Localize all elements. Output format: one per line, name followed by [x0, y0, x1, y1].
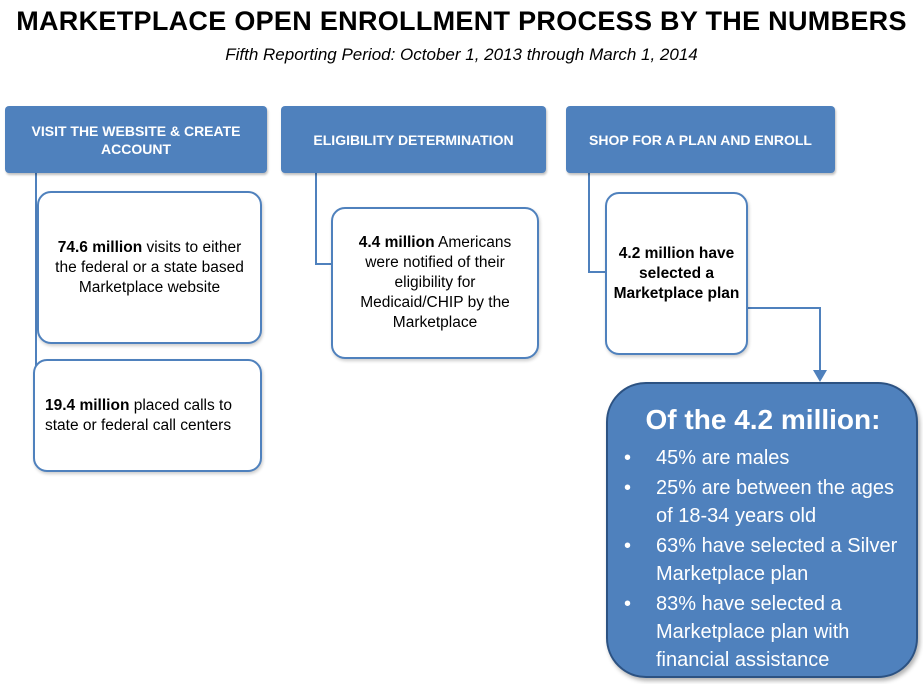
- header-shop-enroll-label: SHOP FOR A PLAN AND ENROLL: [589, 131, 812, 148]
- eligibility-value: 4.4 million: [358, 234, 435, 251]
- website-visits-value: 74.6 million: [57, 238, 143, 256]
- summary-item-text: 45% are males: [656, 447, 790, 469]
- summary-item: [624, 590, 902, 674]
- box-eligibility: [331, 207, 539, 359]
- call-center-value: 19.4 million: [45, 396, 130, 414]
- page-title: MARKETPLACE OPEN ENROLLMENT PROCESS BY THE NUMBERS: [16, 6, 907, 36]
- bullet-icon: •: [624, 593, 632, 615]
- connector-eligibility: [316, 173, 332, 264]
- summary-item-text: 83% have selected a Marketplace plan with financial assistance: [656, 593, 850, 671]
- box-website-visits: [37, 191, 262, 344]
- header-visit-website-label: VISIT THE WEBSITE & CREATE ACCOUNT: [31, 122, 241, 157]
- connector-plan-to-summary: [747, 308, 820, 372]
- summary-title: Of the 4.2 million:: [645, 404, 881, 435]
- website-visits-text: visits to either the federal or a state based Marketplace website: [55, 238, 244, 296]
- summary-item: [624, 474, 902, 530]
- box-plan-selected: [605, 192, 748, 355]
- summary-box: [606, 382, 918, 678]
- header-eligibility: [281, 106, 546, 173]
- plan-selected-value: 4.2 million have selected a Marketplace plan: [613, 244, 740, 302]
- summary-item: [624, 444, 902, 472]
- call-center-text: placed calls to state or federal call centers: [45, 396, 232, 434]
- header-eligibility-label: ELIGIBILITY DETERMINATION: [313, 131, 514, 148]
- header-visit-website: [5, 106, 267, 173]
- bullet-icon: •: [624, 477, 632, 499]
- bullet-icon: •: [624, 535, 632, 557]
- summary-item-text: 25% are between the ages of 18-34 years old: [656, 477, 894, 527]
- summary-item-text: 63% have selected a Silver Marketplace plan: [656, 535, 898, 585]
- summary-list: [624, 444, 902, 674]
- arrowhead-summary: [813, 370, 827, 382]
- box-call-center: [33, 359, 262, 472]
- summary-item: [624, 532, 902, 588]
- header-shop-enroll: [566, 106, 835, 173]
- connector-shop: [589, 173, 606, 272]
- page-subtitle: Fifth Reporting Period: October 1, 2013 through March 1, 2014: [225, 45, 698, 64]
- bullet-icon: •: [624, 447, 632, 469]
- eligibility-text: Americans were notified of their eligibility for Medicaid/CHIP by the Marketplace: [360, 234, 512, 331]
